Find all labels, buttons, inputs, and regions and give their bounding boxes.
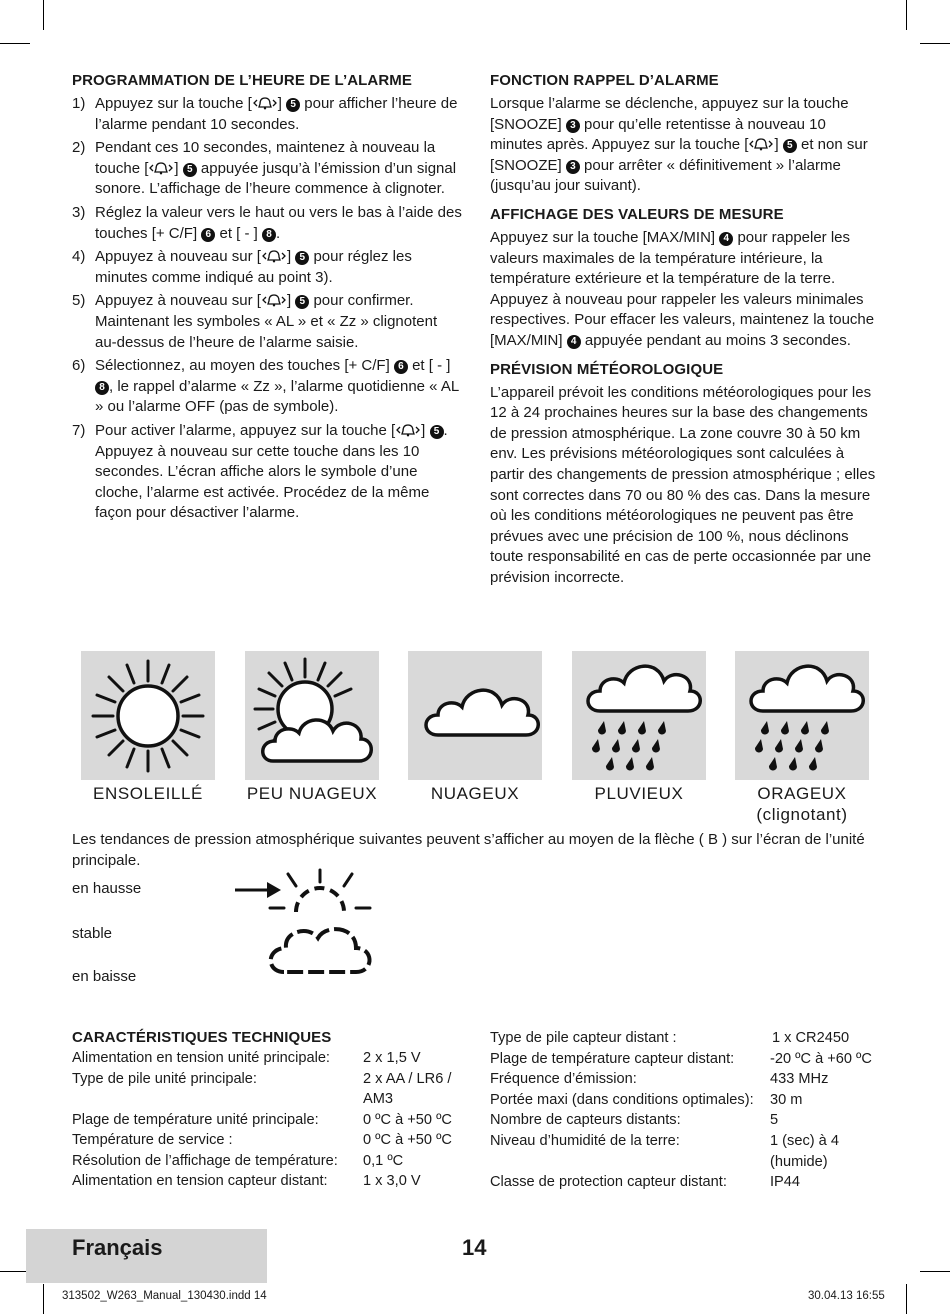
button-number-badge: 4 <box>719 232 733 246</box>
spec-row: Alimentation en tension capteur distant: 1 x 3,0 V <box>72 1173 421 1190</box>
section-title: PROGRAMMATION DE L’HEURE DE L’ALARME <box>72 72 412 89</box>
weather-icon-partly-cloudy <box>245 651 379 780</box>
crop-mark <box>920 43 950 44</box>
weather-icon-cloudy <box>408 651 542 780</box>
list-item: 3) Réglez la valeur vers le haut ou vers le bas à l’aide des touches [+ C/F] 6 et [ - ] 8 . <box>72 203 462 242</box>
measurement-paragraph: Appuyez sur la touche [MAX/MIN] 4 pour rappeler les valeurs maximales de la température intérieure, la température extérieure et la température de la terre. Appuyez à nouveau pour rappeler les valeurs minimales respectives. Pour effacer les valeurs, maintenez la touche [MAX/MIN] 4 appuyée pendant au moins 3 secondes. <box>490 228 875 349</box>
language-label: Français <box>72 1235 163 1260</box>
print-date: 30.04.13 16:55 <box>808 1290 885 1302</box>
button-number-badge: 5 <box>286 98 300 112</box>
trend-intro: Les tendances de pression atmosphérique suivantes peuvent s’afficher au moyen de la flèche ( B ) sur l’écran de l’unité principale. <box>72 831 865 869</box>
list-item: 5) Appuyez à nouveau sur [ ] 5 pour confirmer. Maintenant les symboles « AL » et « Zz » clignotent au-dessus de l’heure de l’alarme saisie. <box>72 292 438 351</box>
weather-label: ENSOLEILLÉ <box>93 784 203 803</box>
sun-icon <box>81 651 215 780</box>
button-number-badge: 5 <box>430 425 444 439</box>
rain-icon <box>572 651 706 780</box>
snooze-paragraph: Lorsque l’alarme se déclenche, appuyez sur la touche [SNOOZE] 3 pour qu’elle retentisse à nouveau 10 minutes après. Appuyez sur la touche [ ] 5 et non sur [SNOOZE] 3 pour arrêter « définitivement » l’alarme (jusqu’au jour suivant). <box>490 95 868 195</box>
weather-icon-sunny <box>81 651 215 780</box>
button-number-badge: 3 <box>566 160 580 174</box>
button-number-badge: 8 <box>262 228 276 242</box>
button-number-badge: 8 <box>95 381 109 395</box>
trend-rising-label: en hausse <box>72 880 142 897</box>
spec-row: Type de pile capteur distant : 1 x CR2450 <box>490 1030 850 1046</box>
specs-left <box>72 1028 467 1192</box>
crop-mark <box>0 43 30 44</box>
spec-row: Résolution de l’affichage de température: 0,1 ºC <box>72 1152 404 1169</box>
button-number-badge: 5 <box>783 139 797 153</box>
bell-icon <box>748 137 774 151</box>
spec-row: Type de pile unité principale: 2 x AA / LR6 / AM3 <box>72 1070 452 1108</box>
weather-label: ORAGEUX <box>757 784 847 803</box>
spec-row: Alimentation en tension unité principale: 2 x 1,5 V <box>72 1050 421 1066</box>
alarm-programming-section <box>72 71 462 527</box>
button-number-badge: 5 <box>295 251 309 265</box>
forecast-paragraph: L’appareil prévoit les conditions météorologiques pour les 12 à 24 prochaines heures sur la base des changements de pression atmosphérique. La zone couvre 30 à 50 km env. Les prévisions météorologiques sont calculées à partir des changements de pression atmosphérique ; elles sont correctes dans 70 ou 80 % des cas. Dans la mesure où les conditions météorologiques ne peuvent pas être prévues avec une précision de 100 %, nous déclinons toute responsabilité en cas de perte occasionnée par une prévision incorrecte. <box>490 383 876 586</box>
button-number-badge: 5 <box>295 295 309 309</box>
spec-row: Classe de protection capteur distant: IP44 <box>490 1173 801 1190</box>
spec-row: Nombre de capteurs distants: 5 <box>490 1112 779 1129</box>
spec-row: Température de service : 0 ºC à +50 ºC <box>72 1132 452 1149</box>
weather-label: PLUVIEUX <box>594 784 684 803</box>
crop-mark <box>906 1284 907 1314</box>
list-item: 7) Pour activer l’alarme, appuyez sur la touche [ ] 5 . Appuyez à nouveau sur cette touche dans les 10 secondes. L’écran affiche alors le symbole d’une cloche, l’alarme est activée. Procédez de la même façon pour désactiver l’alarme. <box>72 421 448 522</box>
weather-label: NUAGEUX <box>430 784 520 803</box>
button-number-badge: 5 <box>183 163 197 177</box>
weather-icon-stormy <box>735 651 869 780</box>
weather-label: PEU NUAGEUX <box>246 784 378 803</box>
bell-icon <box>148 161 174 175</box>
button-number-badge: 3 <box>566 119 580 133</box>
crop-mark <box>43 0 44 30</box>
section-title: PRÉVISION MÉTÉOROLOGIQUE <box>490 360 724 378</box>
right-column <box>490 71 882 592</box>
spec-row: Portée maxi (dans conditions optimales): 30 m <box>490 1091 803 1108</box>
section-title: CARACTÉRISTIQUES TECHNIQUES <box>72 1029 332 1046</box>
spec-row: Plage de température unité principale: 0 ºC à +50 ºC <box>72 1111 452 1128</box>
cloud-icon <box>408 651 542 780</box>
page-number: 14 <box>462 1235 487 1260</box>
list-item: 6) Sélectionnez, au moyen des touches [+ C/F] 6 et [ - ] 8 , le rappel d’alarme « Zz », l’alarme quotidienne « AL » ou l’alarme OFF (pas de symbole). <box>72 357 459 416</box>
crop-mark <box>920 1271 950 1272</box>
button-number-badge: 4 <box>567 335 581 349</box>
trend-falling-label: en baisse <box>72 968 137 985</box>
button-number-badge: 6 <box>201 228 215 242</box>
section-title: FONCTION RAPPEL D’ALARME <box>490 72 719 89</box>
spec-row: Fréquence d’émission: 433 MHz <box>490 1071 829 1088</box>
section-title: AFFICHAGE DES VALEURS DE MESURE <box>490 205 784 223</box>
crop-mark <box>43 1284 44 1314</box>
bell-icon <box>252 96 278 110</box>
weather-icon-rainy <box>572 651 706 780</box>
weather-sublabel: (clignotant) <box>756 805 848 824</box>
spec-row: Plage de température capteur distant: -20 ºC à +60 ºC <box>490 1050 872 1067</box>
list-item: 1) Appuyez sur la touche [ ] 5 pour afficher l’heure de l’alarme pendant 10 secondes. <box>72 95 458 133</box>
bell-icon <box>261 293 287 307</box>
sun-cloud-display-icon <box>260 868 380 978</box>
specs-right <box>490 1028 890 1193</box>
button-number-badge: 6 <box>394 360 408 374</box>
bell-icon <box>261 249 287 263</box>
sun-cloud-icon <box>245 651 379 780</box>
list-item: 4) Appuyez à nouveau sur [ ] 5 pour réglez les minutes comme indiqué au point 3). <box>72 248 412 286</box>
file-info: 313502_W263_Manual_130430.indd 14 <box>62 1290 267 1302</box>
trend-stable-label: stable <box>72 925 113 942</box>
spec-row: Niveau d’humidité de la terre: 1 (sec) à 4 (humide) <box>490 1132 839 1170</box>
alarm-steps-list <box>72 94 462 524</box>
storm-icon <box>735 651 869 780</box>
list-item: 2) Pendant ces 10 secondes, maintenez à nouveau la touche [ ] 5 appuyée jusqu’à l’émission d’un signal sonore. L’affichage de l’heure commence à clignoter. <box>72 139 457 198</box>
bell-icon <box>395 423 421 437</box>
crop-mark <box>906 0 907 30</box>
